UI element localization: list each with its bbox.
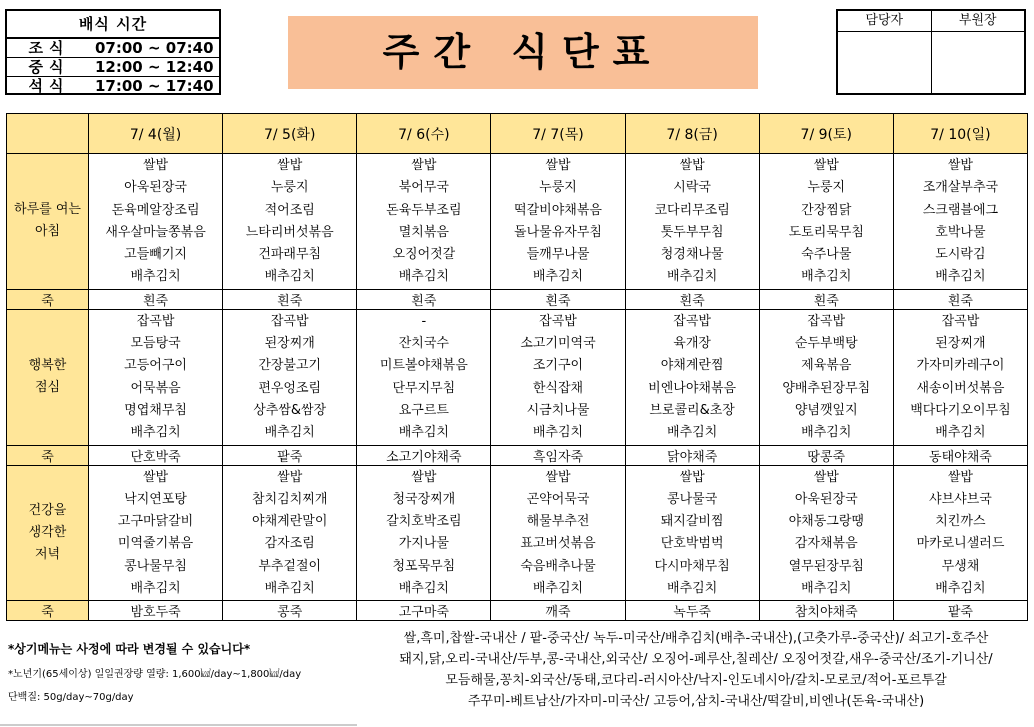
day-header-row <box>7 114 1028 154</box>
approval-col-vice-director <box>932 11 1025 93</box>
menu-item: 치킨까스 <box>935 514 986 530</box>
menu-item: 오징어젓갈 <box>392 247 456 263</box>
menu-item: 쌀밥 <box>411 469 437 485</box>
lunch-day-cell <box>759 309 893 445</box>
menu-item: 쌀밥 <box>411 158 437 173</box>
menu-item: 명엽채무침 <box>124 402 187 418</box>
menu-item: 청국장찌개 <box>392 491 456 507</box>
menu-item: 배추김치 <box>801 581 852 597</box>
dinner_porridge-row <box>7 601 1028 621</box>
menu-item: 돈육메알장조림 <box>111 202 200 218</box>
menu-item: 조기구이 <box>532 358 584 374</box>
menu-table <box>6 113 1028 621</box>
serving-times-header: 배식 시간 <box>7 11 219 39</box>
serving-time: 12:00 ~ 12:40 <box>95 58 214 76</box>
menu-item: 다시마채무침 <box>654 558 730 574</box>
menu-item: 누룽지 <box>539 180 577 196</box>
day-header: 7/ 7(목) <box>491 114 625 154</box>
menu-item: 누룽지 <box>807 180 846 196</box>
menu-item: 샤브샤브국 <box>929 491 992 507</box>
day-header: 7/ 10(일) <box>893 114 1027 154</box>
origin-line: 주꾸미-베트남산/가자미-미국산/ 고등어,삼치-국내산/떡갈비,비엔나(돈육-국내산) <box>467 694 925 709</box>
menu-item: 잡곡밥 <box>673 313 711 329</box>
dinner-label <box>7 465 89 601</box>
menu-item: 콩나물국 <box>667 491 718 507</box>
porridge-item: 밤호두죽 <box>89 601 223 621</box>
menu-item: 쌀밥 <box>545 469 571 485</box>
menu-item: 배추김치 <box>398 269 449 285</box>
menu-item: 쌀밥 <box>277 469 303 485</box>
porridge-item: 동태야채죽 <box>893 445 1027 465</box>
menu-item: 돌나물유자무침 <box>514 224 602 240</box>
breakfast-day-cell <box>491 154 625 290</box>
menu-item: 상추쌈&쌈장 <box>253 402 327 418</box>
menu-item: 제육볶음 <box>801 358 852 374</box>
menu-item: 편우엉조림 <box>258 380 322 396</box>
menu-item: 요구르트 <box>398 402 449 418</box>
menu-item: 도시락김 <box>935 247 986 263</box>
dinner-row <box>7 465 1028 601</box>
menu-item: 배추김치 <box>532 425 584 441</box>
menu-item: 새우살마늘쫑볶음 <box>105 224 206 240</box>
menu-item: 가지나물 <box>398 536 449 552</box>
menu-item: 한식잡채 <box>532 380 584 396</box>
menu-item: 북어무국 <box>398 180 449 196</box>
menu-item: 느타리버섯볶음 <box>245 224 334 240</box>
serving-label: 조식 <box>28 39 70 57</box>
menu-item: 돈육두부조림 <box>386 202 462 218</box>
menu-item: 잡곡밥 <box>270 313 309 329</box>
menu-item: 표고버섯볶음 <box>520 536 596 552</box>
menu-item: 배추김치 <box>130 269 181 285</box>
menu-item: 백다다기오이무침 <box>910 402 1011 418</box>
change-notice: *상기메뉴는 사정에 따라 변경될 수 있습니다* <box>8 642 251 656</box>
menu-item: 시금치나물 <box>526 402 590 418</box>
menu-item: 배추김치 <box>398 581 449 597</box>
porridge-label: 죽 <box>7 289 89 309</box>
breakfast-day-cell <box>223 154 357 290</box>
divider <box>0 724 357 726</box>
origin-info <box>362 628 1030 712</box>
menu-item: 미역줄기볶음 <box>117 536 194 552</box>
approval-header: 담당자 <box>838 11 931 32</box>
origin-line: 돼지,닭,오리-국내산/두부,콩-국내산,외국산/ 오징어-페루산,칠레산/ 오징어젓갈,새우-중국산/조기-기니산/ <box>399 652 993 667</box>
porridge-item: 흰죽 <box>759 289 893 309</box>
breakfast_porridge-row <box>7 289 1028 309</box>
menu-item: 육개장 <box>673 336 711 352</box>
porridge-item: 녹두죽 <box>625 601 759 621</box>
breakfast-day-cell <box>759 154 893 290</box>
menu-item: 배추김치 <box>801 269 852 285</box>
menu-item: 배추김치 <box>264 581 315 597</box>
lunch-day-cell <box>357 309 491 445</box>
day-header: 7/ 6(수) <box>357 114 491 154</box>
menu-item: 잔치국수 <box>398 336 449 352</box>
menu-item: 야채계란찜 <box>660 358 724 374</box>
lunch-day-cell <box>491 309 625 445</box>
menu-item: 참치김치찌개 <box>252 491 328 507</box>
porridge-item: 흑임자죽 <box>491 445 625 465</box>
menu-item: 배추김치 <box>398 425 449 441</box>
menu-item: - <box>421 313 427 329</box>
breakfast-day-cell <box>625 154 759 290</box>
menu-item: 쌀밥 <box>679 158 705 173</box>
menu-item: 고구마닭갈비 <box>117 514 194 530</box>
serving-label: 석식 <box>28 77 70 95</box>
porridge-item: 닭야채죽 <box>625 445 759 465</box>
menu-item: 배추김치 <box>667 581 718 597</box>
porridge-item: 깨죽 <box>491 601 625 621</box>
porridge-label: 죽 <box>7 601 89 621</box>
serving-row-dinner <box>7 77 219 96</box>
menu-item: 멸치볶음 <box>398 224 449 240</box>
porridge-item: 땅콩죽 <box>759 445 893 465</box>
serving-label: 중식 <box>28 58 70 76</box>
footer-notes <box>8 640 358 703</box>
lunch-label <box>7 309 89 445</box>
menu-item: 야채동그랑땡 <box>788 514 864 530</box>
breakfast-row <box>7 154 1028 290</box>
porridge-item: 소고기야채죽 <box>357 445 491 465</box>
lunch-day-cell <box>625 309 759 445</box>
dinner-day-cell <box>759 465 893 601</box>
serving-time: 07:00 ~ 07:40 <box>95 39 214 57</box>
menu-item: 간장불고기 <box>258 358 322 374</box>
menu-item: 도토리묵무침 <box>788 224 864 240</box>
porridge-item: 흰죽 <box>893 289 1027 309</box>
menu-item: 새송이버섯볶음 <box>916 380 1005 396</box>
approval-box <box>836 9 1026 95</box>
meal-label-line: 생각한 <box>28 524 67 540</box>
meal-label-line: 저녁 <box>34 546 61 562</box>
menu-item: 호박나물 <box>935 224 986 240</box>
approval-col-manager <box>838 11 932 93</box>
menu-item: 배추김치 <box>801 425 852 441</box>
breakfast-label <box>7 154 89 290</box>
menu-item: 조개살부추국 <box>922 180 999 196</box>
menu-item: 열무된장무침 <box>788 558 864 574</box>
calorie-note: *노년기(65세이상) 일일권장량 열량: 1,600㎉/day~1,800㎉/day <box>8 669 302 680</box>
menu-item: 쌀밥 <box>947 469 973 485</box>
menu-item: 배추김치 <box>667 269 718 285</box>
dinner-day-cell <box>893 465 1027 601</box>
dinner-day-cell <box>491 465 625 601</box>
menu-item: 된장찌개 <box>264 336 315 352</box>
menu-item: 스크램블에그 <box>922 202 999 218</box>
lunch_porridge-row <box>7 445 1028 465</box>
menu-item: 숙음배추나물 <box>520 558 596 574</box>
menu-item: 감자조림 <box>264 536 315 552</box>
menu-item: 쌀밥 <box>143 469 169 485</box>
porridge-item: 흰죽 <box>357 289 491 309</box>
porridge-item: 흰죽 <box>223 289 357 309</box>
meal-label-line: 하루를 여는 <box>14 202 81 218</box>
meal-label-line: 건강을 <box>28 502 67 518</box>
meal-label-line: 아침 <box>34 224 61 240</box>
menu-item: 쌀밥 <box>277 158 303 173</box>
day-header: 7/ 4(월) <box>89 114 223 154</box>
dinner-day-cell <box>89 465 223 601</box>
porridge-item: 콩죽 <box>223 601 357 621</box>
dinner-day-cell <box>625 465 759 601</box>
menu-item: 쌀밥 <box>813 469 839 485</box>
menu-item: 적어조림 <box>264 202 315 218</box>
menu-item: 갈치호박조림 <box>386 514 462 530</box>
menu-item: 잡곡밥 <box>941 313 980 329</box>
menu-item: 들깨무나물 <box>526 247 590 263</box>
menu-item: 잡곡밥 <box>807 313 846 329</box>
dinner-day-cell <box>223 465 357 601</box>
porridge-item: 고구마죽 <box>357 601 491 621</box>
lunch-day-cell <box>89 309 223 445</box>
day-header: 7/ 5(화) <box>223 114 357 154</box>
menu-item: 배추김치 <box>130 581 181 597</box>
menu-item: 콩나물무침 <box>124 558 187 574</box>
menu-item: 배추김치 <box>532 581 584 597</box>
menu-item: 마카로니샐러드 <box>916 536 1005 552</box>
menu-item: 톳두부무침 <box>660 224 724 240</box>
origin-line: 쌀,흑미,찹쌀-국내산 / 팥-중국산/ 녹두-미국산/배추김치(배추-국내산),(고춧가루-중국산)/ 쇠고기-호주산 <box>403 631 989 646</box>
porridge-label: 죽 <box>7 445 89 465</box>
breakfast-day-cell <box>893 154 1027 290</box>
menu-item: 배추김치 <box>935 581 986 597</box>
lunch-day-cell <box>893 309 1027 445</box>
menu-item: 모듬탕국 <box>130 336 181 352</box>
meal-label-line: 점심 <box>34 380 61 396</box>
menu-item: 양배추된장무침 <box>782 380 871 396</box>
menu-item: 양념깻잎지 <box>794 402 858 418</box>
approval-header: 부원장 <box>932 11 1025 32</box>
menu-item: 브로콜리&초장 <box>649 402 735 418</box>
menu-item: 누룽지 <box>270 180 309 196</box>
menu-item: 야채계란말이 <box>252 514 328 530</box>
menu-item: 쌀밥 <box>545 158 571 173</box>
menu-item: 간장찜닭 <box>801 202 852 218</box>
menu-item: 배추김치 <box>264 269 315 285</box>
menu-item: 미트볼야채볶음 <box>379 358 468 374</box>
menu-item: 곤약어묵국 <box>526 491 590 507</box>
serving-time: 17:00 ~ 17:40 <box>95 77 214 95</box>
menu-item: 어묵볶음 <box>130 380 181 396</box>
menu-item: 무생채 <box>941 558 980 574</box>
menu-item: 숙주나물 <box>801 247 852 263</box>
porridge-item: 흰죽 <box>491 289 625 309</box>
menu-item: 낙지연포탕 <box>124 491 187 507</box>
lunch-row <box>7 309 1028 445</box>
menu-item: 시락국 <box>673 180 711 196</box>
breakfast-day-cell <box>89 154 223 290</box>
menu-item: 단호박범벅 <box>660 536 724 552</box>
menu-item: 고들빼기지 <box>124 247 187 263</box>
menu-item: 비엔나야채볶음 <box>648 380 737 396</box>
menu-item: 잡곡밥 <box>136 313 175 329</box>
menu-item: 배추김치 <box>264 425 315 441</box>
lunch-day-cell <box>223 309 357 445</box>
corner-cell <box>7 114 89 154</box>
menu-item: 단무지무침 <box>392 380 456 396</box>
porridge-item: 팥죽 <box>893 601 1027 621</box>
menu-item: 배추김치 <box>935 269 986 285</box>
serving-row-breakfast <box>7 39 219 58</box>
menu-item: 가자미카레구이 <box>916 358 1005 374</box>
porridge-item: 참치야채죽 <box>759 601 893 621</box>
day-header: 7/ 9(토) <box>759 114 893 154</box>
menu-item: 부추겉절이 <box>258 558 322 574</box>
menu-item: 배추김치 <box>667 425 718 441</box>
menu-item: 아욱된장국 <box>124 180 187 196</box>
porridge-item: 흰죽 <box>625 289 759 309</box>
menu-item: 코다리무조림 <box>654 202 730 218</box>
serving-row-lunch <box>7 58 219 77</box>
menu-item: 건파래무침 <box>258 247 322 263</box>
menu-item: 배추김치 <box>532 269 584 285</box>
origin-line: 모듬해물,꽁치-외국산/동태,코다리-러시아산/낙지-인도네시아/갈치-모로코/적어-포르투갈 <box>445 673 947 688</box>
menu-item: 잡곡밥 <box>539 313 577 329</box>
menu-item: 된장찌개 <box>935 336 986 352</box>
menu-item: 고등어구이 <box>124 358 187 374</box>
menu-item: 쌀밥 <box>813 158 839 173</box>
serving-times-box <box>5 9 221 95</box>
menu-item: 쌀밥 <box>679 469 705 485</box>
menu-item: 쌀밥 <box>947 158 973 173</box>
dinner-day-cell <box>357 465 491 601</box>
porridge-item: 팥죽 <box>223 445 357 465</box>
porridge-item: 흰죽 <box>89 289 223 309</box>
protein-note: 단백질: 50g/day~70g/day <box>8 692 134 703</box>
menu-item: 감자채볶음 <box>794 536 858 552</box>
porridge-item: 단호박죽 <box>89 445 223 465</box>
menu-item: 청포묵무침 <box>392 558 456 574</box>
day-header: 7/ 8(금) <box>625 114 759 154</box>
menu-item: 배추김치 <box>130 425 181 441</box>
meal-label-line: 행복한 <box>28 358 67 374</box>
menu-item: 배추김치 <box>935 425 986 441</box>
menu-item: 떡갈비야채볶음 <box>514 202 602 218</box>
page-title: 주간 식단표 <box>288 16 758 89</box>
menu-item: 돼지갈비찜 <box>660 514 724 530</box>
menu-item: 아욱된장국 <box>794 491 858 507</box>
breakfast-day-cell <box>357 154 491 290</box>
menu-item: 청경채나물 <box>660 247 724 263</box>
menu-item: 쌀밥 <box>143 158 169 173</box>
menu-item: 소고기미역국 <box>520 336 596 352</box>
menu-item: 해물부추전 <box>526 514 590 530</box>
menu-item: 순두부백탕 <box>794 336 858 352</box>
